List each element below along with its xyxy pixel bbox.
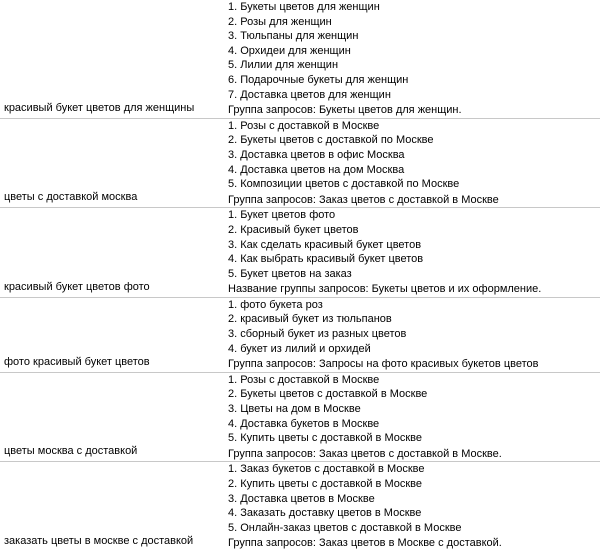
group-summary: Группа запросов: Букеты цветов для женщин. xyxy=(228,104,462,117)
list-item: 4. Доставка цветов на дом Москва xyxy=(228,163,405,176)
list-item: 3. Доставка цветов в офис Москва xyxy=(228,148,405,161)
table-row xyxy=(0,0,600,118)
row-keyword-cell xyxy=(0,118,228,208)
list-item: 6. Подарочные букеты для женщин xyxy=(228,73,409,86)
list-item: 1. Букет цветов фото xyxy=(228,209,336,222)
row-keyword-cell xyxy=(0,372,228,462)
row-keyword-cell xyxy=(0,208,228,298)
row-content-cell xyxy=(228,208,600,298)
list-item: 3. Как сделать красивый букет цветов xyxy=(228,238,422,251)
query-list xyxy=(228,462,600,535)
list-item: 5. Онлайн-заказ цветов с доставкой в Москве xyxy=(228,521,462,534)
keyword-text: красивый букет цветов для женщины xyxy=(4,101,195,114)
keyword-text: цветы с доставкой москва xyxy=(4,191,138,204)
list-item: 2. Букеты цветов с доставкой в Москве xyxy=(228,388,428,401)
row-keyword-cell xyxy=(0,462,228,551)
keyword-text: цветы москва с доставкой xyxy=(4,445,138,458)
list-item: 1. Заказ букетов с доставкой в Москве xyxy=(228,463,425,476)
query-list xyxy=(228,119,600,192)
group-summary: Группа запросов: Заказ цветов с доставкой в Москве. xyxy=(228,447,502,460)
list-item: 5. Букет цветов на заказ xyxy=(228,267,352,280)
table-row xyxy=(0,118,600,208)
list-item: 4. Доставка букетов в Москве xyxy=(228,417,380,430)
list-item: 3. сборный букет из разных цветов xyxy=(228,328,407,341)
list-item: 1. Розы с доставкой в Москве xyxy=(228,373,380,386)
list-item: 4. Орхидеи для женщин xyxy=(228,44,351,57)
list-item: 4. букет из лилий и орхидей xyxy=(228,342,371,355)
list-item: 5. Лилии для женщин xyxy=(228,59,339,72)
list-item: 3. Цветы на дом в Москве xyxy=(228,403,361,416)
group-summary: Название группы запросов: Букеты цветов и их оформление. xyxy=(228,283,542,296)
list-item: 2. Купить цветы с доставкой в Москве xyxy=(228,478,423,490)
group-summary: Группа запросов: Запросы на фото красивых букетов цветов xyxy=(228,358,539,371)
keyword-text: фото красивый букет цветов xyxy=(4,355,150,368)
keyword-text: заказать цветы в москве с доставкой xyxy=(4,534,194,547)
table-row xyxy=(0,297,600,372)
keyword-text: красивый букет цветов фото xyxy=(4,280,150,293)
list-item: 1. фото букета роз xyxy=(228,298,323,311)
row-content-cell xyxy=(228,118,600,208)
row-keyword-cell xyxy=(0,0,228,118)
row-content-cell xyxy=(228,297,600,372)
list-item: 5. Композиции цветов с доставкой по Москве xyxy=(228,178,460,191)
table-row xyxy=(0,462,600,551)
list-item: 5. Купить цветы с доставкой в Москве xyxy=(228,432,423,445)
table-row xyxy=(0,372,600,462)
list-item: 3. Доставка цветов в Москве xyxy=(228,492,375,505)
group-summary: Группа запросов: Заказ цветов в Москве с доставкой. xyxy=(228,537,502,550)
list-item: 4. Как выбрать красивый букет цветов xyxy=(228,253,424,266)
row-content-cell xyxy=(228,0,600,118)
list-item: 1. Розы с доставкой в Москве xyxy=(228,119,380,132)
query-list xyxy=(228,0,600,102)
group-summary: Группа запросов: Заказ цветов с доставкой в Москве xyxy=(228,193,499,206)
list-item: 2. красивый букет из тюльпанов xyxy=(228,313,392,326)
table-row xyxy=(0,208,600,298)
list-item: 1. Букеты цветов для женщин xyxy=(228,1,380,13)
query-list xyxy=(228,298,600,356)
row-keyword-cell xyxy=(0,297,228,372)
list-item: 3. Тюльпаны для женщин xyxy=(228,30,359,43)
list-item: 2. Красивый букет цветов xyxy=(228,223,359,236)
row-content-cell xyxy=(228,372,600,462)
query-list xyxy=(228,208,600,281)
query-list xyxy=(228,373,600,446)
list-item: 2. Розы для женщин xyxy=(228,15,332,28)
list-item: 4. Заказать доставку цветов в Москве xyxy=(228,507,422,520)
list-item: 2. Букеты цветов с доставкой по Москве xyxy=(228,134,434,147)
list-item: 7. Доставка цветов для женщин xyxy=(228,88,391,101)
row-content-cell xyxy=(228,462,600,551)
